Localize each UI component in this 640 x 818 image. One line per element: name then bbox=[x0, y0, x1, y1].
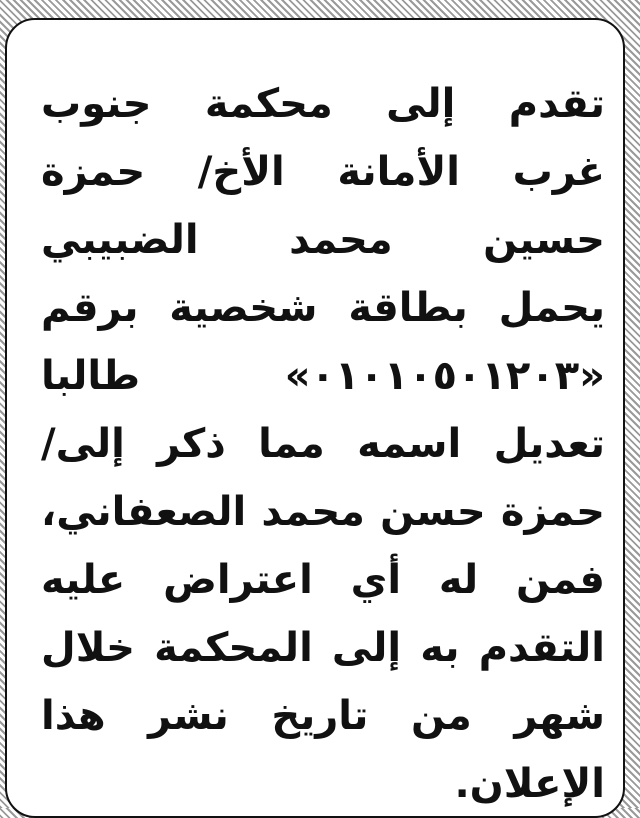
notice-line-4: يحمل بطاقة شخصية برقم bbox=[41, 285, 605, 331]
notice-line-11: الإعلان. bbox=[454, 761, 605, 807]
notice-line-1: تقدم إلى محكمة جنوب bbox=[41, 81, 605, 127]
notice-box bbox=[5, 18, 625, 818]
notice-line-10: شهر من تاريخ نشر هذا bbox=[41, 693, 605, 739]
notice-line-3: حسين محمد الضبيبي bbox=[41, 217, 605, 263]
notice-text bbox=[41, 70, 605, 818]
notice-line-8: فمن له أي اعتراض عليه bbox=[41, 557, 605, 603]
notice-line-6: تعديل اسمه مما ذكر إلى/ bbox=[41, 421, 605, 467]
notice-line-5: «٠١٠١٠٥٠١٢٠٣» طالبا bbox=[41, 353, 605, 399]
notice-line-2: غرب الأمانة الأخ/ حمزة bbox=[41, 149, 605, 195]
notice-line-9: التقدم به إلى المحكمة خلال bbox=[41, 625, 605, 671]
notice-line-7: حمزة حسن محمد الصعفاني، bbox=[41, 489, 605, 535]
